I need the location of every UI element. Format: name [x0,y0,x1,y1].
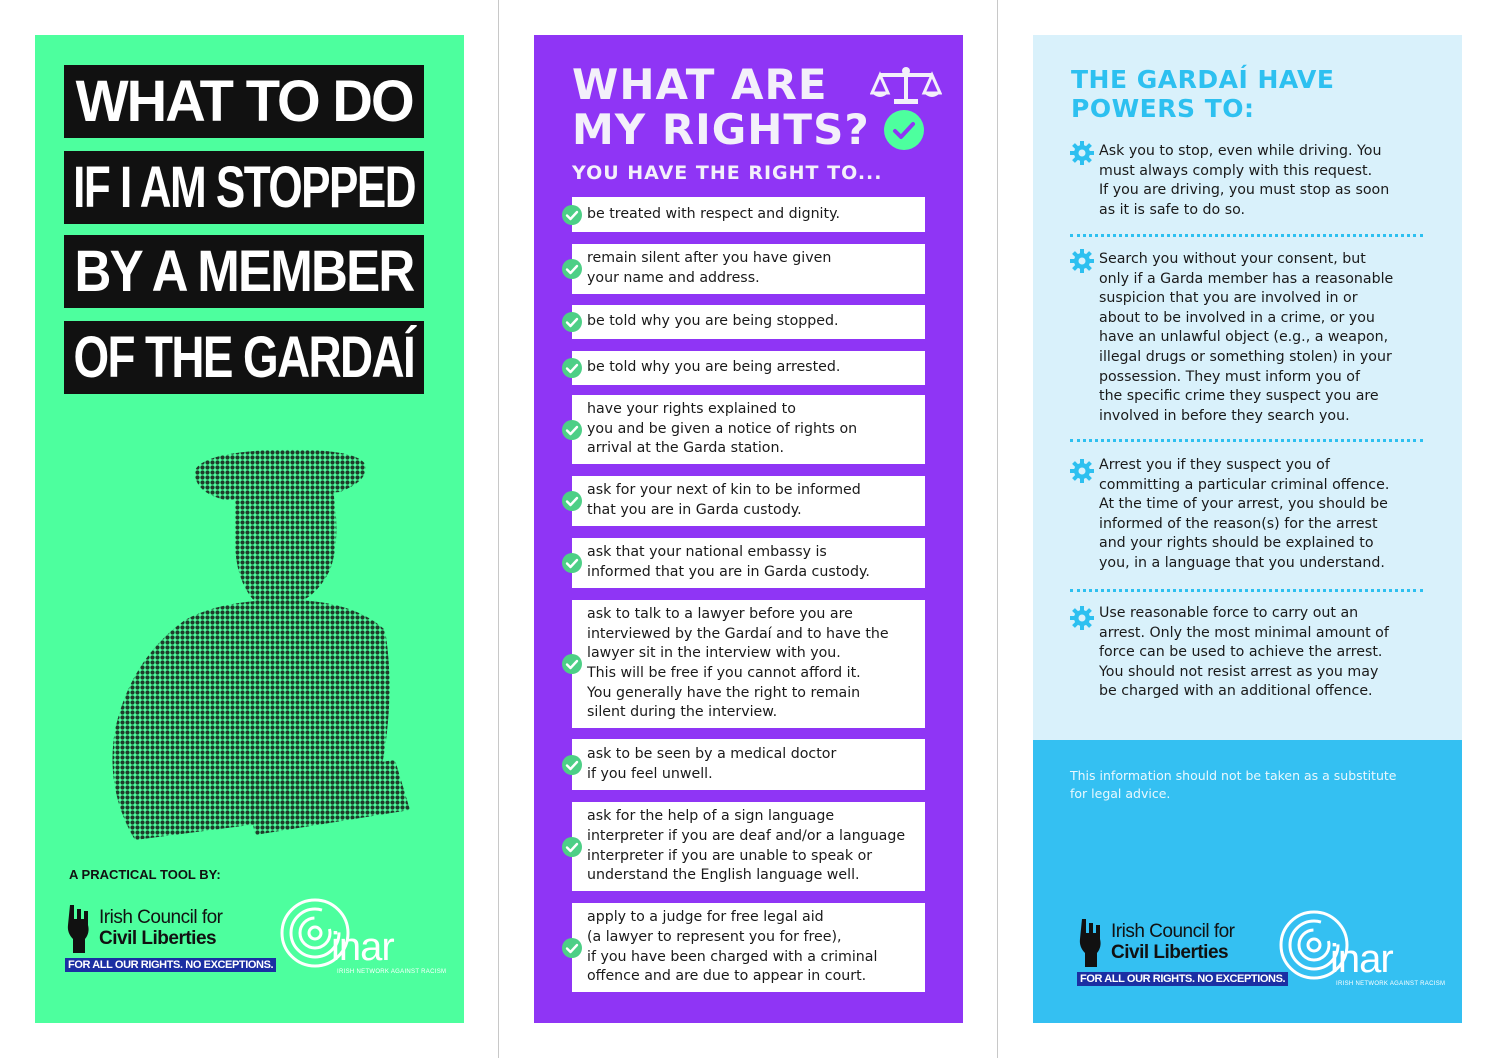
iccl-name-line2: Civil Liberties [1111,942,1229,963]
inar-wordmark: inar [1330,937,1393,981]
check-icon [562,654,582,674]
right-text: be told why you are being arrested. [587,359,841,376]
powers-heading-line1: THE GARDAÍ HAVE [1071,65,1335,94]
divider [1070,439,1423,442]
title-line-2: IF I AM STOPPED [64,151,424,224]
scales-icon [870,65,942,107]
right-text: ask to talk to a lawyer before you are interviewed by the Gardaí and to have the lawyer sit in the interview with you. This will be free if you cannot afford it. You generally have the right to remain silent during the interview. [587,606,889,721]
inar-subtitle: IRISH NETWORK AGAINST RACISM [1336,981,1446,987]
iccl-logo [65,903,274,975]
right-item [572,244,925,294]
right-item [572,476,925,526]
power-item: Search you without your consent, but only if a Garda member has a reasonable suspicion that you are involved in or about to be involved in a crime, or you have an unlawful object (e.g., a weapon, illegal drugs or something stolen) in your possession. They must inform you of the specific crime they suspect you are involved in before they search you. [1099,251,1394,424]
right-text: remain silent after you have given your name and address. [587,250,832,286]
right-text: ask that your national embassy is informed that you are in Garda custody. [587,544,870,580]
right-text: be treated with respect and dignity. [587,205,840,222]
check-icon [562,312,582,332]
gear-icon [1070,249,1094,273]
iccl-name-line1: Irish Council for [99,907,223,928]
right-item [572,197,925,232]
inar-wordmark: inar [331,925,394,969]
cover-panel [35,35,464,1023]
title-line-3: BY A MEMBER [64,235,424,308]
powers-panel [1033,35,1462,1023]
garda-figure-image [65,430,435,870]
fold-line-left [498,0,499,1058]
check-icon [562,420,582,440]
right-item [572,802,925,891]
powers-heading-line2: POWERS TO: [1071,94,1255,123]
check-icon [562,491,582,511]
right-text: have your rights explained to you and be given a notice of rights on arrival at the Garda station. [587,401,858,457]
rights-heading-line2: MY RIGHTS? [572,105,870,154]
check-icon [562,205,582,225]
rights-subheading: YOU HAVE THE RIGHT TO... [572,162,883,184]
gear-icon [1070,606,1094,630]
rights-heading-line1: WHAT ARE [572,60,828,109]
right-text: ask to be seen by a medical doctor if you feel unwell. [587,745,837,782]
fold-line-right [997,0,998,1058]
right-text: ask for your next of kin to be informed that you are in Garda custody. [587,482,861,518]
right-item [572,600,925,728]
power-item: Ask you to stop, even while driving. You must always comply with this request. If you are driving, you must stop as soon as it is safe to do so. [1099,143,1390,218]
right-text: ask for the help of a sign language interpreter if you are deaf and/or a language interpreter if you are unable to speak or understand the English language well. [587,808,906,884]
power-item: Use reasonable force to carry out an arrest. Only the most minimal amount of force can be used to achieve the arrest. You should not resist arrest as you may be charged with an additional offence. [1099,605,1389,700]
raised-fist-icon [65,903,95,953]
check-circle-icon [884,110,924,150]
right-text: be told why you are being stopped. [587,313,839,330]
title-line-1: WHAT TO DO [64,65,424,138]
title-line-4: OF THE GARDAÍ [64,321,424,394]
right-item [572,395,925,464]
right-item [572,903,925,992]
raised-fist-icon [1077,917,1107,967]
right-text: apply to a judge for free legal aid (a lawyer to represent you for free), if you have been charged with a criminal offence and are due to appear in court. [587,909,878,985]
power-item: Arrest you if they suspect you of committing a particular criminal offence. At the time of your arrest, you should be informed of the reason(s) for the arrest and your rights should be explained to you, in a language that you understand. [1099,457,1390,571]
gear-icon [1070,459,1094,483]
right-item [572,305,925,339]
disclaimer-text: This information should not be taken as a substitute for legal advice. [1070,768,1397,801]
gear-icon [1070,141,1094,165]
check-icon [562,938,582,958]
check-icon [562,755,582,775]
iccl-tagline: FOR ALL OUR RIGHTS. NO EXCEPTIONS. [1077,972,1288,986]
inar-logo [279,895,447,980]
practical-tool-label: A PRACTICAL TOOL BY: [69,867,221,882]
right-item [572,538,925,588]
iccl-tagline: FOR ALL OUR RIGHTS. NO EXCEPTIONS. [65,958,276,972]
right-item [572,739,925,790]
divider [1070,234,1423,237]
check-icon [562,837,582,857]
check-icon [562,259,582,279]
inar-logo [1278,907,1446,992]
divider [1070,589,1423,592]
inar-subtitle: IRISH NETWORK AGAINST RACISM [337,969,447,975]
iccl-name-line1: Irish Council for [1111,921,1235,942]
check-icon [562,358,582,378]
iccl-name-line2: Civil Liberties [99,928,217,949]
right-item [572,351,925,385]
rights-panel [534,35,963,1023]
iccl-logo [1077,917,1286,989]
check-icon [562,553,582,573]
